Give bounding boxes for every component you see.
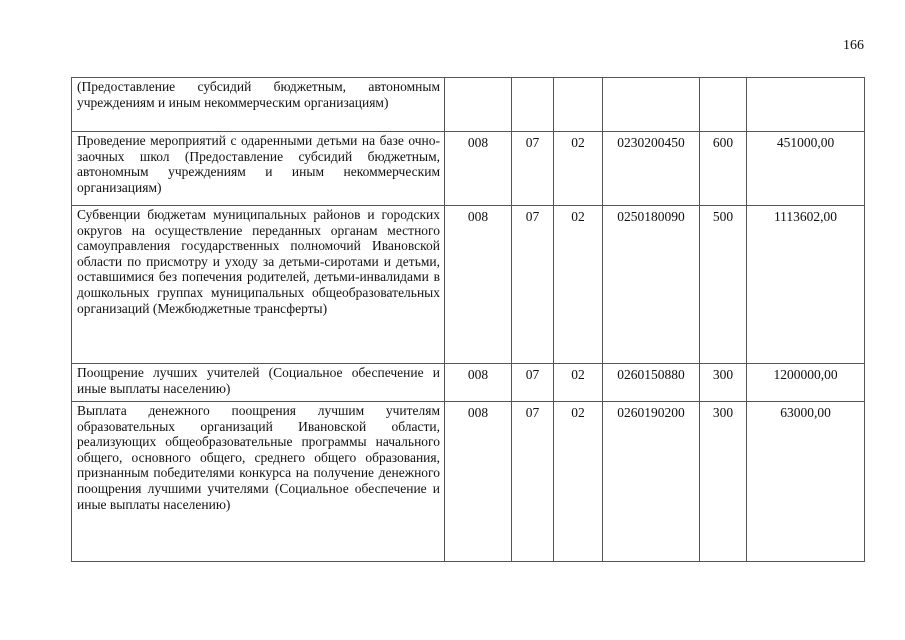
row-amount: 63000,00 bbox=[747, 402, 865, 562]
budget-table bbox=[71, 77, 865, 562]
row-description: Проведение мероприятий с одаренными детьми на базе очно-заочных школ (Предоставление субсидий бюджетным, автономным учреждениям и иным некоммерческим организациям) bbox=[72, 132, 445, 206]
row-section-code: 07 bbox=[512, 402, 554, 562]
table-row bbox=[72, 132, 865, 206]
row-section-code: 07 bbox=[512, 364, 554, 402]
row-amount bbox=[747, 78, 865, 132]
row-description: Субвенции бюджетам муниципальных районов и городских округов на осуществление переданных органам местного самоуправления государственных полномочий Ивановской области по присмотру и уходу за детьми-сиротами и детьми, оставшимися без попечения родителей, детьми-инвалидами в дошкольных группах муниципальных общеобразовательных организаций (Межбюджетные трансферты) bbox=[72, 206, 445, 364]
row-expense-type-code bbox=[700, 78, 747, 132]
row-subsection-code: 02 bbox=[554, 206, 603, 364]
table-row bbox=[72, 78, 865, 132]
row-department-code: 008 bbox=[445, 364, 512, 402]
table-row bbox=[72, 364, 865, 402]
row-amount: 1113602,00 bbox=[747, 206, 865, 364]
row-department-code bbox=[445, 78, 512, 132]
row-target-item-code: 0260190200 bbox=[603, 402, 700, 562]
row-expense-type-code: 300 bbox=[700, 402, 747, 562]
row-subsection-code: 02 bbox=[554, 402, 603, 562]
row-department-code: 008 bbox=[445, 402, 512, 562]
row-description: (Предоставление субсидий бюджетным, автономным учреждениям и иным некоммерческим организациям) bbox=[72, 78, 445, 132]
row-subsection-code: 02 bbox=[554, 364, 603, 402]
row-target-item-code: 0250180090 bbox=[603, 206, 700, 364]
row-amount: 1200000,00 bbox=[747, 364, 865, 402]
row-subsection-code bbox=[554, 78, 603, 132]
row-section-code bbox=[512, 78, 554, 132]
row-expense-type-code: 600 bbox=[700, 132, 747, 206]
row-description: Выплата денежного поощрения лучшим учителям образовательных организаций Ивановской области, реализующих общеобразовательные программы начального общего, основного общего, среднего общего образования, признанным победителями конкурса на получение денежного поощрения лучшими учителями (Социальное обеспечение и иные выплаты населению) bbox=[72, 402, 445, 562]
row-target-item-code: 0260150880 bbox=[603, 364, 700, 402]
row-subsection-code: 02 bbox=[554, 132, 603, 206]
page-number: 166 bbox=[843, 38, 864, 53]
row-section-code: 07 bbox=[512, 132, 554, 206]
row-expense-type-code: 500 bbox=[700, 206, 747, 364]
row-section-code: 07 bbox=[512, 206, 554, 364]
row-department-code: 008 bbox=[445, 206, 512, 364]
table-row bbox=[72, 402, 865, 562]
row-target-item-code: 0230200450 bbox=[603, 132, 700, 206]
row-expense-type-code: 300 bbox=[700, 364, 747, 402]
row-description: Поощрение лучших учителей (Социальное обеспечение и иные выплаты населению) bbox=[72, 364, 445, 402]
table-row bbox=[72, 206, 865, 364]
row-target-item-code bbox=[603, 78, 700, 132]
row-department-code: 008 bbox=[445, 132, 512, 206]
row-amount: 451000,00 bbox=[747, 132, 865, 206]
